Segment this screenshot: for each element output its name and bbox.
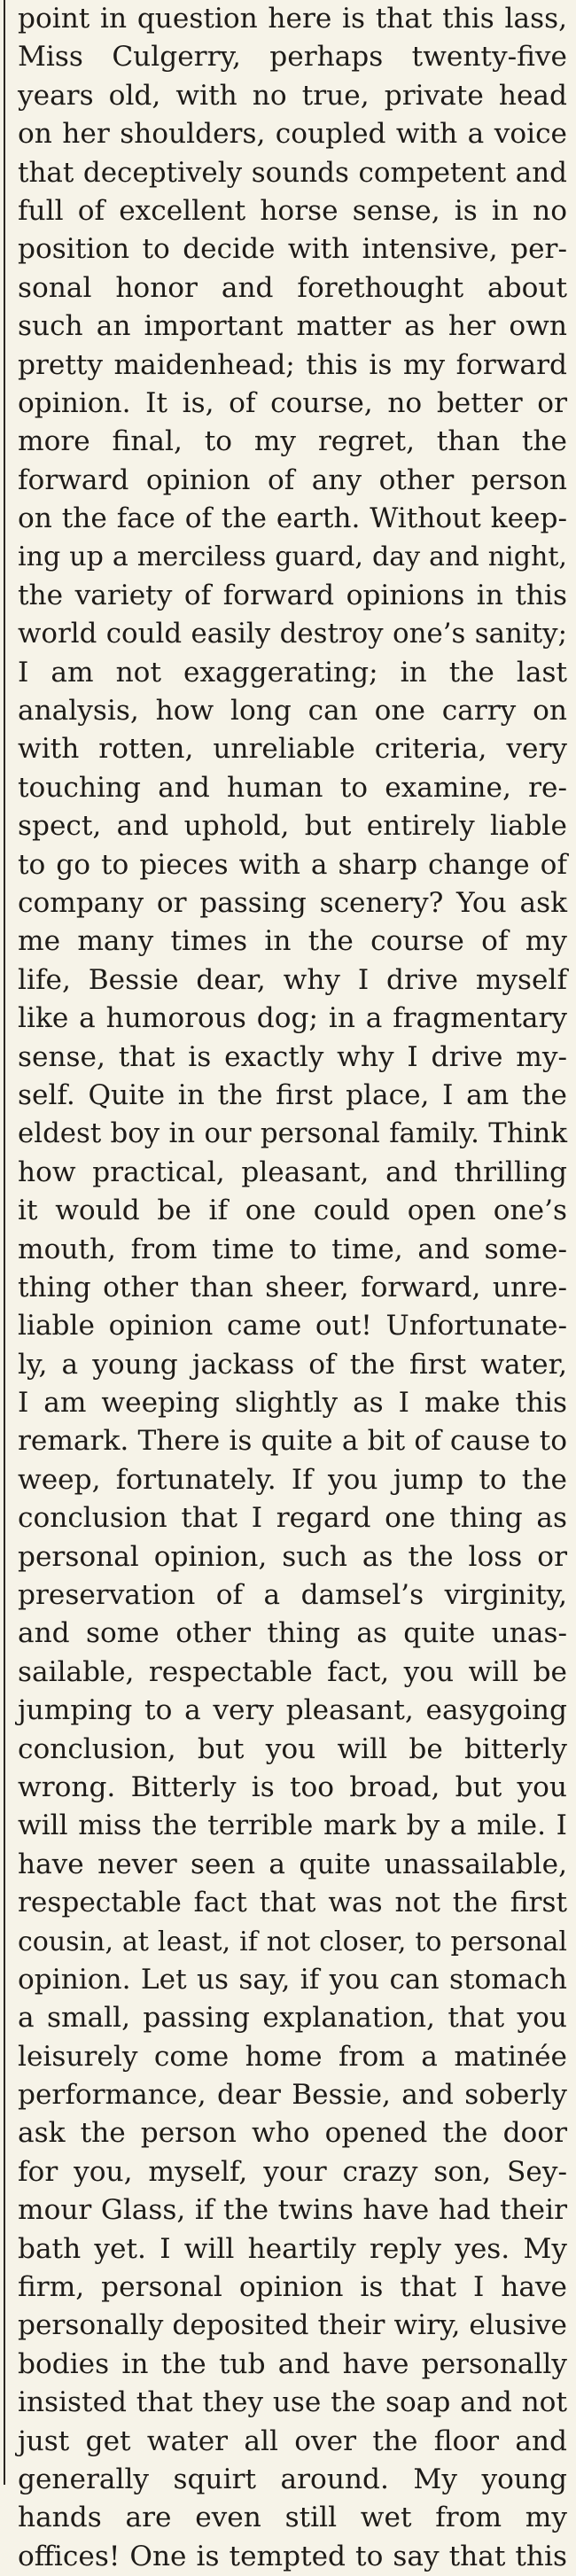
text-line: mouth, from time to time, and some-	[18, 1233, 567, 1265]
text-line: leisurely come home from a matinée	[18, 2040, 567, 2073]
text-line: like a humorous dog; in a fragmentary	[18, 1002, 567, 1035]
text-line: insisted that they use the soap and not	[18, 2386, 567, 2419]
text-line: pretty maidenhead; this is my forward	[18, 348, 567, 381]
text-line: with rotten, unreliable criteria, very	[18, 733, 567, 766]
text-line: eldest boy in our personal family. Think	[18, 1117, 567, 1150]
text-line: opinion. It is, of course, no better or	[18, 386, 567, 419]
text-line: mour Glass, if the twins have had their	[18, 2194, 567, 2227]
text-line: sailable, respectable fact, you will be	[18, 1655, 567, 1688]
text-line: have never seen a quite unassailable,	[18, 1848, 567, 1880]
text-line: personal opinion, such as the loss or	[18, 1540, 567, 1573]
text-line: to go to pieces with a sharp change of	[18, 848, 567, 881]
text-line: self. Quite in the first place, I am the	[18, 1078, 567, 1111]
text-line: that deceptively sounds competent and	[18, 156, 567, 189]
text-line: for you, myself, your crazy son, Sey-	[18, 2155, 567, 2188]
text-line: just get water all over the floor and	[18, 2424, 567, 2457]
text-line: years old, with no true, private head	[18, 79, 567, 112]
text-line: wrong. Bitterly is too broad, but you	[18, 1771, 567, 1803]
text-line: I am not exaggerating; in the last	[18, 656, 567, 689]
text-line: world could easily destroy one’s sanity;	[18, 618, 567, 650]
text-line: remark. There is quite a bit of cause to	[18, 1425, 567, 1458]
text-line: how practical, pleasant, and thrilling	[18, 1156, 567, 1188]
text-line: conclusion, but you will be bitterly	[18, 1732, 567, 1765]
text-line: touching and human to examine, re-	[18, 771, 567, 804]
text-line: will miss the terrible mark by a mile. I	[18, 1809, 567, 1842]
text-line: it would be if one could open one’s	[18, 1195, 567, 1227]
text-line: hands are even still wet from my	[18, 2502, 567, 2534]
text-line: ing up a merciless guard, day and night,	[18, 541, 567, 573]
text-column	[18, 0, 567, 2576]
text-line: ly, a young jackass of the first water,	[18, 1348, 567, 1381]
text-line: sonal honor and forethought about	[18, 271, 567, 304]
text-line: offices! One is tempted to say that this	[18, 2540, 567, 2572]
text-line: weep, fortunately. If you jump to the	[18, 1463, 567, 1496]
text-line: more final, to my regret, than the	[18, 425, 567, 458]
text-line: and some other thing as quite unas-	[18, 1617, 567, 1650]
text-line: firm, personal opinion is that I have	[18, 2271, 567, 2304]
text-line: cousin, at least, if not closer, to personal	[18, 1926, 567, 1957]
text-line: opinion. Let us say, if you can stomach	[18, 1963, 567, 1996]
text-line: on the face of the earth. Without keep-	[18, 502, 567, 535]
text-line: a small, passing explanation, that you	[18, 2002, 567, 2035]
text-line: full of excellent horse sense, is in no	[18, 194, 567, 227]
text-line: bodies in the tub and have personally	[18, 2347, 567, 2380]
text-line: sense, that is exactly why I drive my-	[18, 1040, 567, 1073]
text-line: position to decide with intensive, per-	[18, 233, 567, 266]
text-line: thing other than sheer, forward, unre-	[18, 1271, 567, 1304]
text-line: ask the person who opened the door	[18, 2117, 567, 2150]
text-line: company or passing scenery? You ask	[18, 886, 567, 919]
text-line: liable opinion came out! Unfortunate-	[18, 1310, 567, 1342]
text-line: forward opinion of any other person	[18, 463, 567, 496]
text-line: personally deposited their wiry, elusive	[18, 2309, 567, 2342]
text-line: performance, dear Bessie, and soberly	[18, 2079, 567, 2112]
text-line: life, Bessie dear, why I drive myself	[18, 963, 567, 996]
text-line: I am weeping slightly as I make this	[18, 1387, 567, 1420]
text-line: Miss Culgerry, perhaps twenty-five	[18, 41, 567, 74]
text-line: respectable fact that was not the first	[18, 1887, 567, 1919]
column-rule	[4, 0, 5, 2485]
text-line: me many times in the course of my	[18, 925, 567, 958]
text-line: generally squirt around. My young	[18, 2463, 567, 2495]
text-line: bath yet. I will heartily reply yes. My	[18, 2232, 567, 2265]
text-line: conclusion that I regard one thing as	[18, 1502, 567, 1535]
text-line: point in question here is that this lass,	[18, 3, 567, 35]
text-line: on her shoulders, coupled with a voice	[18, 118, 567, 151]
text-line: preservation of a damsel’s virginity,	[18, 1579, 567, 1612]
text-line: jumping to a very pleasant, easygoing	[18, 1694, 567, 1727]
text-line: the variety of forward opinions in this	[18, 579, 567, 611]
text-line: spect, and uphold, but entirely liable	[18, 810, 567, 843]
text-line: analysis, how long can one carry on	[18, 695, 567, 728]
text-line: such an important matter as her own	[18, 310, 567, 343]
